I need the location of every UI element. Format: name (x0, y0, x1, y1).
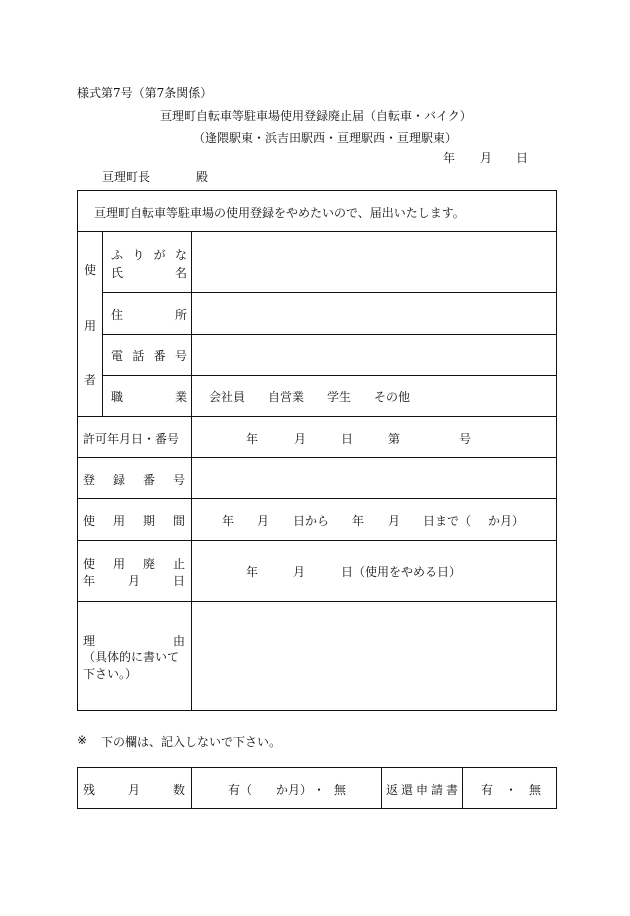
abolish-month-label: 月 (293, 565, 306, 579)
reason-note: （具体的に書いて下さい。） (83, 650, 180, 681)
date-year-label: 年 (443, 151, 456, 165)
period-start-month: 月 (257, 514, 270, 528)
user-label-char-1: 使 (84, 263, 97, 277)
addressee-honorific: 殿 (196, 170, 209, 184)
period-end-year: 年 (352, 514, 365, 528)
label-char: 月 (127, 783, 140, 797)
return-application-label (386, 781, 458, 798)
label-char: 間 (172, 514, 185, 528)
remaining-months-label (83, 781, 185, 798)
label-char: 登 (83, 473, 96, 487)
occupation-option-student[interactable]: 学生 (327, 390, 352, 404)
registration-number-field[interactable] (196, 462, 551, 492)
period-end-day: 日まで（ (423, 514, 472, 528)
label-char: 使 (83, 557, 96, 571)
label-char: 廃 (142, 557, 155, 571)
label-char: 氏 (111, 266, 124, 280)
name-field[interactable] (196, 240, 551, 286)
date-month-label: 月 (480, 151, 493, 165)
label-char: 日 (172, 574, 185, 588)
abolish-label-line2 (83, 572, 185, 589)
label-char: 数 (172, 783, 185, 797)
permit-year-label: 年 (246, 432, 259, 446)
label-char: 用 (112, 514, 125, 528)
label-char: ふ (111, 248, 124, 262)
occupation-option-other[interactable]: その他 (374, 390, 411, 404)
label-char: 由 (172, 634, 185, 648)
occupation-label (111, 388, 187, 405)
addressee: 亘理町長 (102, 170, 151, 184)
label-char: 業 (174, 390, 187, 404)
user-label-char-3: 者 (84, 373, 97, 387)
label-char: 使 (83, 514, 96, 528)
note-text: 下の欄は、記入しないで下さい。 (101, 735, 282, 749)
return-separator: ・ (505, 783, 518, 797)
occupation-option-self-employed[interactable]: 自営業 (268, 390, 305, 404)
user-vertical-label (77, 231, 103, 417)
occupation-option-employee[interactable]: 会社員 (209, 390, 246, 404)
label-char: 住 (111, 308, 124, 322)
user-label-char-2: 用 (84, 319, 97, 333)
label-char: 残 (83, 783, 96, 797)
label-char: が (153, 248, 166, 262)
permit-dai-label: 第 (388, 432, 401, 446)
name-label (111, 264, 187, 281)
address-field[interactable] (196, 298, 551, 328)
label-char: 止 (172, 557, 185, 571)
label-char: 所 (174, 308, 187, 322)
permit-go-label: 号 (459, 432, 472, 446)
label-char: 用 (112, 557, 125, 571)
label-char: 号 (174, 349, 187, 363)
remaining-yes: 有（ か月） (228, 783, 313, 797)
label-char: 職 (111, 390, 124, 404)
phone-field[interactable] (196, 339, 551, 369)
note-mark: ※ (77, 733, 88, 747)
permit-date-number-label: 許可年月日・番号 (83, 432, 180, 446)
label-char: 還 (400, 783, 413, 797)
label-char: 返 (386, 783, 399, 797)
label-char: 録 (112, 473, 125, 487)
period-months: か月） (488, 514, 525, 528)
abolish-day-label: 日（使用をやめる日） (341, 565, 462, 579)
abolish-label-line1 (83, 555, 185, 572)
phone-label (111, 347, 187, 364)
period-end-month: 月 (388, 514, 401, 528)
label-char: 理 (83, 634, 96, 648)
period-start-day: 日から (293, 514, 330, 528)
label-char: 電 (111, 349, 124, 363)
permit-day-label: 日 (341, 432, 354, 446)
remaining-no: 無 (334, 783, 347, 797)
label-char: 申 (415, 783, 428, 797)
label-char: 年 (83, 574, 96, 588)
label-char: 話 (132, 349, 145, 363)
permit-month-label: 月 (294, 432, 307, 446)
registration-number-label (83, 471, 185, 488)
document-subtitle: （逢隈駅東・浜吉田駅西・亘理駅西・亘理駅東） (193, 131, 458, 145)
label-char: 月 (127, 574, 140, 588)
label-char: 番 (153, 349, 166, 363)
abolish-year-label: 年 (246, 565, 259, 579)
return-yes: 有 (481, 783, 494, 797)
address-label (111, 306, 187, 323)
label-char: 期 (142, 514, 155, 528)
return-no: 無 (529, 783, 542, 797)
remaining-separator: ・ (313, 783, 326, 797)
label-char: り (132, 248, 145, 262)
period-start-year: 年 (222, 514, 235, 528)
usage-period-label (83, 512, 185, 529)
furigana-label (111, 246, 187, 263)
label-char: 号 (172, 473, 185, 487)
intro-statement: 亘理町自転車等駐車場の使用登録をやめたいので、届出いたします。 (94, 206, 465, 220)
reason-label (83, 632, 185, 649)
reason-field[interactable] (196, 607, 551, 705)
label-char: 名 (174, 266, 187, 280)
document-title: 亘理町自転車等駐車場使用登録廃止届（自転車・バイク） (160, 109, 472, 123)
label-char: 請 (430, 783, 443, 797)
label-char: 番 (142, 473, 155, 487)
label-char: 書 (445, 783, 458, 797)
date-day-label: 日 (516, 151, 529, 165)
form-number: 様式第7号（第7条関係） (77, 86, 213, 100)
label-char: な (174, 248, 187, 262)
